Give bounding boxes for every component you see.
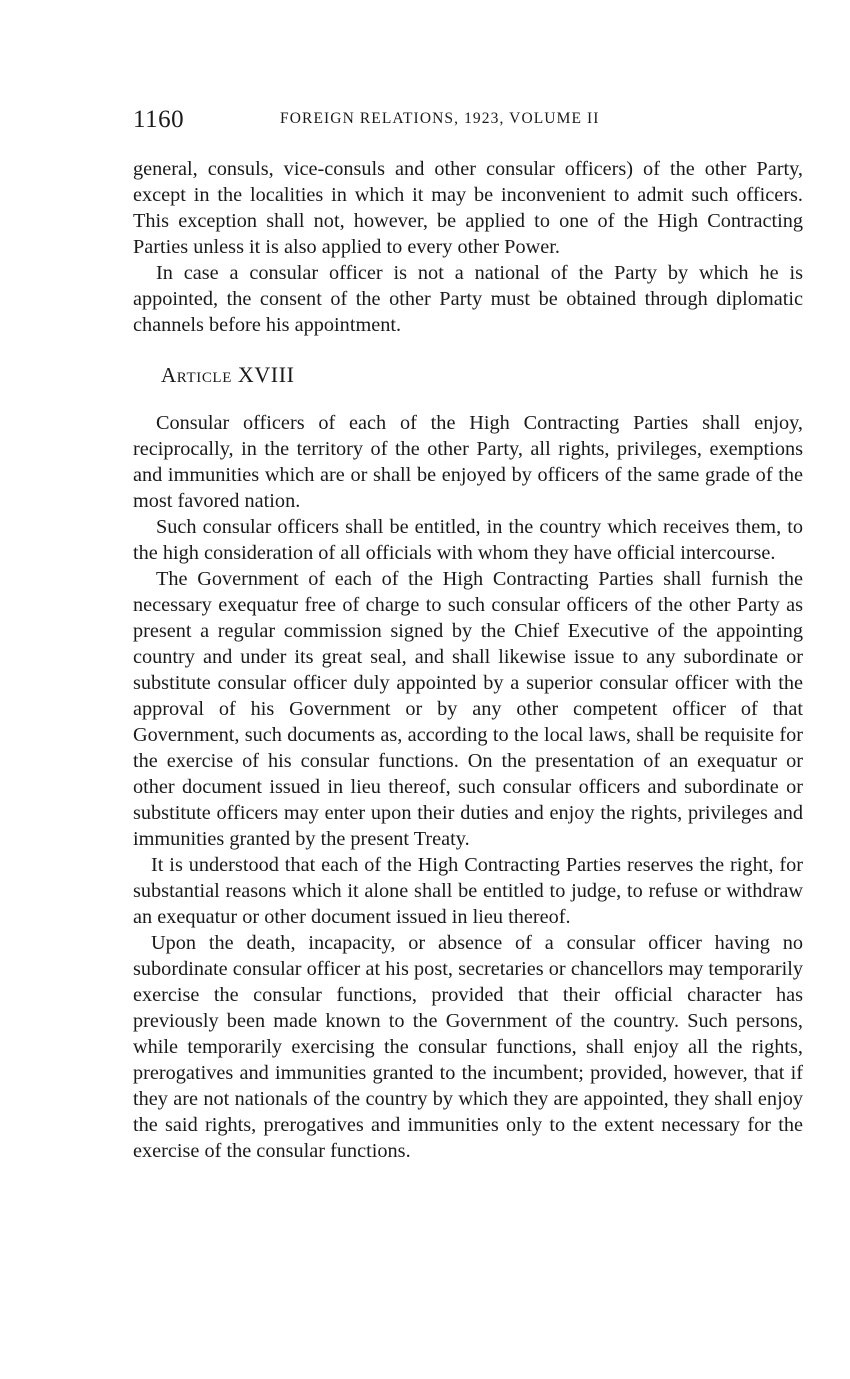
paragraph-consular-nationality: In case a consular officer is not a national of the Party by which he is appointed, the consent of the other Party must be obtained through diplomatic channels before his appointment. bbox=[133, 262, 803, 336]
paragraph-high-consideration: Such consular officers shall be entitled, in the country which receives them, to the high consideration of all officials with whom they have official intercourse. bbox=[133, 516, 803, 564]
running-title: FOREIGN RELATIONS, 1923, VOLUME II bbox=[280, 110, 600, 127]
article-heading-numeral: XVIII bbox=[237, 362, 295, 387]
document-body bbox=[133, 156, 803, 1164]
document-page bbox=[133, 104, 803, 1164]
paragraph-temporary-exercise: Upon the death, incapacity, or absence of a consular officer having no subordinate consular officer at his post, secretaries or chancellors may temporarily exercise the consular functions, provided that their official character has previously been made known to the Government of the country. Such persons, while temporarily exercising the consular functions, shall enjoy all the rights, prerogatives and immunities granted to the incumbent; provided, however, that if they are not nationals of the country by which they are appointed, they shall enjoy the said rights, prerogatives and immunities only to the extent necessary for the exercise of the consular functions. bbox=[133, 932, 803, 1162]
article-heading bbox=[133, 362, 803, 388]
page-number: 1160 bbox=[133, 106, 185, 133]
running-header bbox=[133, 104, 803, 138]
paragraph-exequatur: The Government of each of the High Contracting Parties shall furnish the necessary exequatur free of charge to such consular officers of the other Party as present a regular commission signed by the Chief Executive of the appointing country and under its great seal, and shall likewise issue to any subordinate or substitute consular officer duly appointed by a superior consular officer with the approval of his Government or by any other competent officer of that Government, such documents as, according to the local laws, shall be requisite for the exercise of his consular functions. On the presentation of an exequatur or other document issued in lieu thereof, such consular officers and subordinate or substitute officers may enter upon their duties and enjoy the rights, privileges and immunities granted by the present Treaty. bbox=[133, 568, 803, 850]
paragraph-continued: general, consuls, vice-consuls and other consular officers) of the other Party, except in the localities in which it may be inconvenient to admit such officers. This exception shall not, however, be applied to one of the High Contracting Parties unless it is also applied to every other Power. bbox=[133, 158, 803, 258]
article-heading-word: Article bbox=[161, 363, 232, 387]
paragraph-withdraw-exequatur: It is understood that each of the High Contracting Parties reserves the right, for substantial reasons which it alone shall be entitled to judge, to refuse or withdraw an exequatur or other document issued in lieu thereof. bbox=[133, 854, 803, 928]
paragraph-rights-privileges: Consular officers of each of the High Contracting Parties shall enjoy, reciprocally, in the territory of the other Party, all rights, privileges, exemptions and immunities which are or shall be enjoyed by officers of the same grade of the most favored nation. bbox=[133, 412, 803, 512]
